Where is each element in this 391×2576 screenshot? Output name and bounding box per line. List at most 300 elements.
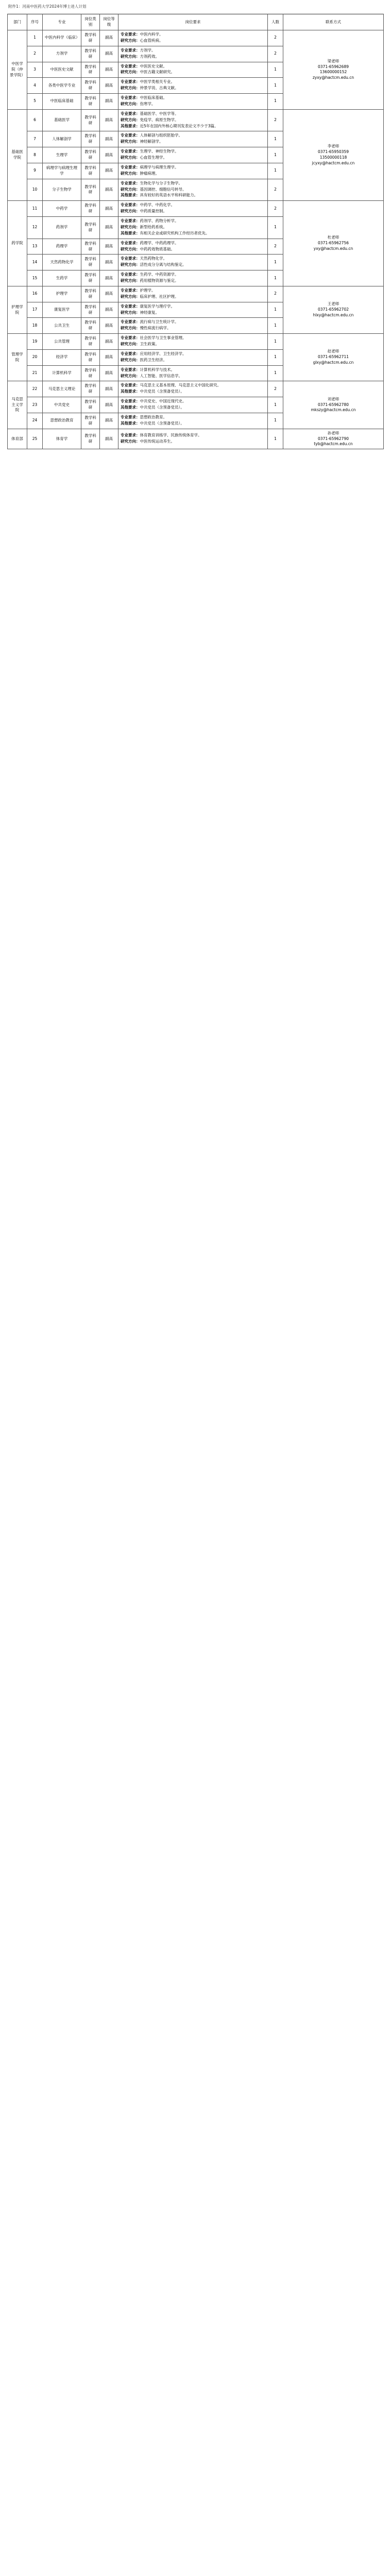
category-cell: 教学科研	[81, 397, 100, 413]
requirement-line	[121, 288, 265, 294]
requirements-cell	[118, 239, 268, 255]
requirement-text: 基因调控、细胞信号转导。	[140, 187, 186, 192]
requirement-label: 其他要求：	[121, 405, 140, 410]
requirement-line	[121, 304, 265, 310]
requirement-line	[121, 326, 265, 331]
requirement-label: 专业要求：	[121, 240, 140, 245]
department-cell: 马克思主义学院	[8, 381, 27, 429]
table-row	[8, 30, 384, 46]
requirement-line	[121, 193, 265, 198]
requirement-text: 免疫学、病原生物学。	[140, 117, 179, 122]
requirement-line	[121, 155, 265, 161]
level-cell: 副高	[100, 429, 118, 449]
major-cell: 中共党史	[43, 397, 81, 413]
requirement-text: 中药学、中药化学。	[140, 202, 175, 208]
requirement-text: 人体解剖与组织胚胎学。	[140, 133, 182, 138]
requirements-cell	[118, 286, 268, 302]
requirement-line	[121, 278, 265, 284]
headcount-cell: 2	[268, 239, 283, 255]
headcount-cell: 1	[268, 163, 283, 179]
requirement-text: 体育教育训练学、民族传统体育学。	[140, 433, 202, 438]
category-cell: 教学科研	[81, 270, 100, 286]
number-cell: 8	[27, 147, 43, 163]
headcount-cell: 1	[268, 349, 283, 365]
requirement-line	[121, 209, 265, 214]
requirement-text: 病理学与病理生理学。	[140, 164, 179, 170]
requirement-text: 中医传统运动养生。	[140, 438, 175, 444]
headcount-cell: 2	[268, 201, 283, 217]
headcount-cell: 1	[268, 413, 283, 429]
requirement-line	[121, 70, 265, 75]
column-header: 岗位要求	[118, 14, 268, 30]
headcount-cell: 2	[268, 46, 283, 62]
number-cell: 14	[27, 255, 43, 270]
number-cell: 17	[27, 302, 43, 318]
number-cell: 7	[27, 131, 43, 147]
level-cell: 副高	[100, 131, 118, 147]
requirement-line	[121, 95, 265, 101]
requirement-label: 研究方向：	[121, 209, 140, 214]
requirement-text: 应用经济学、卫生经济学。	[140, 351, 186, 356]
requirement-line	[121, 383, 265, 388]
requirement-line	[121, 171, 265, 177]
requirement-line	[121, 351, 265, 357]
requirement-line	[121, 256, 265, 262]
requirement-text: 中医内科学。	[140, 32, 163, 37]
headcount-cell: 1	[268, 147, 283, 163]
requirement-line	[121, 32, 265, 38]
requirement-label: 研究方向：	[121, 357, 140, 362]
requirement-line	[121, 64, 265, 70]
requirement-label: 研究方向：	[121, 278, 140, 283]
number-cell: 18	[27, 318, 43, 334]
requirement-line	[121, 181, 265, 187]
number-cell: 25	[27, 429, 43, 449]
requirement-label: 其他要求：	[121, 193, 140, 198]
requirement-label: 研究方向：	[121, 224, 140, 229]
requirements-cell	[118, 302, 268, 318]
requirement-line	[121, 86, 265, 91]
level-cell: 副高	[100, 179, 118, 201]
requirement-text: 中医临床基础。	[140, 95, 167, 100]
major-cell: 中医临床基础	[43, 94, 81, 110]
category-cell: 教学科研	[81, 349, 100, 365]
department-cell: 护理学院	[8, 286, 27, 333]
requirement-line	[121, 218, 265, 224]
number-cell: 12	[27, 217, 43, 239]
requirements-cell	[118, 46, 268, 62]
requirement-label: 研究方向：	[121, 187, 140, 192]
table-row	[8, 334, 384, 350]
requirement-line	[121, 111, 265, 117]
requirement-text: 中医学类相关专业。	[140, 79, 175, 84]
category-cell: 教学科研	[81, 302, 100, 318]
requirement-label: 研究方向：	[121, 155, 140, 160]
requirement-text: 神经康复。	[140, 310, 159, 315]
requirement-label: 研究方向：	[121, 342, 140, 346]
category-cell: 教学科研	[81, 381, 100, 397]
major-cell: 计算机科学	[43, 365, 81, 381]
level-cell: 副高	[100, 201, 118, 217]
level-cell: 副高	[100, 365, 118, 381]
requirement-text: 药用植物资源与鉴定。	[140, 278, 179, 283]
requirement-label: 研究方向：	[121, 373, 140, 378]
department-cell: 中医学院（仲景学院）	[8, 30, 27, 110]
requirement-line	[121, 421, 265, 427]
requirement-text: 生理学、神经生物学。	[140, 149, 179, 154]
requirement-label: 其他要求：	[121, 389, 140, 394]
table-row	[8, 109, 384, 131]
number-cell: 4	[27, 78, 43, 94]
requirement-text: 慢性病流行病学。	[140, 326, 171, 331]
category-cell: 教学科研	[81, 163, 100, 179]
number-cell: 19	[27, 334, 43, 350]
contact-cell: 赵老师 0371-65962711 glxy@hactcm.edu.cn	[283, 334, 384, 381]
level-cell: 副高	[100, 78, 118, 94]
level-cell: 副高	[100, 239, 118, 255]
level-cell: 副高	[100, 334, 118, 350]
requirements-cell	[118, 334, 268, 350]
requirement-label: 专业要求：	[121, 63, 140, 69]
requirement-text: 生药学、中药资源学。	[140, 272, 179, 277]
requirement-text: 中共党员（含预备党员）。	[140, 420, 184, 426]
requirement-label: 研究方向：	[121, 294, 140, 299]
requirement-label: 专业要求：	[121, 383, 140, 388]
category-cell: 教学科研	[81, 286, 100, 302]
requirement-label: 专业要求：	[121, 433, 140, 438]
column-header: 专业	[43, 14, 81, 30]
requirement-line	[121, 319, 265, 325]
number-cell: 24	[27, 413, 43, 429]
level-cell: 副高	[100, 255, 118, 270]
requirement-label: 专业要求：	[121, 319, 140, 325]
requirement-label: 其他要求：	[121, 420, 140, 426]
headcount-cell: 1	[268, 62, 283, 78]
document-header	[7, 0, 384, 14]
requirement-label: 专业要求：	[121, 272, 140, 277]
level-cell: 副高	[100, 147, 118, 163]
requirement-line	[121, 405, 265, 411]
requirement-text: 中药质量控制。	[140, 209, 167, 214]
major-cell: 思想政治教育	[43, 413, 81, 429]
major-cell: 生药学	[43, 270, 81, 286]
requirement-label: 专业要求：	[121, 367, 140, 372]
category-cell: 教学科研	[81, 46, 100, 62]
major-cell: 经济学	[43, 349, 81, 365]
department-cell: 管理学院	[8, 334, 27, 381]
requirement-label: 专业要求：	[121, 335, 140, 341]
contact-cell: 孙老师 0371-65962790 tyb@hactcm.edu.cn	[283, 429, 384, 449]
requirement-line	[121, 101, 265, 107]
major-cell: 分子生物学	[43, 179, 81, 201]
headcount-cell: 1	[268, 365, 283, 381]
headcount-cell: 2	[268, 179, 283, 201]
requirement-line	[121, 54, 265, 60]
requirement-label: 研究方向：	[121, 139, 140, 144]
department-cell: 药学院	[8, 201, 27, 286]
headcount-cell: 2	[268, 109, 283, 131]
category-cell: 教学科研	[81, 94, 100, 110]
requirement-line	[121, 342, 265, 347]
requirement-label: 专业要求：	[121, 95, 140, 100]
requirement-label: 研究方向：	[121, 38, 140, 43]
category-cell: 教学科研	[81, 62, 100, 78]
number-cell: 22	[27, 381, 43, 397]
number-cell: 3	[27, 62, 43, 78]
requirement-text: 有相关企业或研究机构工作经历者优先。	[140, 230, 210, 235]
major-cell: 天然药物化学	[43, 255, 81, 270]
requirement-label: 研究方向：	[121, 86, 140, 91]
category-cell: 教学科研	[81, 30, 100, 46]
requirement-label: 专业要求：	[121, 149, 140, 154]
headcount-cell: 1	[268, 270, 283, 286]
number-cell: 6	[27, 109, 43, 131]
level-cell: 副高	[100, 109, 118, 131]
requirement-label: 专业要求：	[121, 303, 140, 309]
requirement-text: 流行病与卫生统计学。	[140, 319, 179, 325]
level-cell: 副高	[100, 349, 118, 365]
level-cell: 副高	[100, 62, 118, 78]
requirement-label: 研究方向：	[121, 171, 140, 176]
requirement-label: 专业要求：	[121, 32, 140, 37]
requirements-cell	[118, 131, 268, 147]
number-cell: 2	[27, 46, 43, 62]
requirement-line	[121, 272, 265, 278]
number-cell: 15	[27, 270, 43, 286]
requirement-label: 专业要求：	[121, 133, 140, 138]
requirement-line	[121, 389, 265, 395]
requirement-line	[121, 294, 265, 300]
level-cell: 副高	[100, 94, 118, 110]
requirement-line	[121, 335, 265, 341]
requirement-text: 天然药物化学。	[140, 256, 167, 261]
requirements-cell	[118, 413, 268, 429]
requirement-line	[121, 262, 265, 268]
headcount-cell: 1	[268, 78, 283, 94]
contact-cell: 李老师 0371-65950359 13500000118 jcyxy@hactcm.edu.cn	[283, 109, 384, 201]
requirement-label: 专业要求：	[121, 218, 140, 223]
contact-cell: 王老师 0371-65962702 hlxy@hactcm.edu.cn	[283, 286, 384, 333]
requirement-text: 计算机科学与技术。	[140, 367, 175, 372]
table-row	[8, 201, 384, 217]
requirement-line	[121, 124, 265, 129]
level-cell: 副高	[100, 163, 118, 179]
requirement-line	[121, 38, 265, 44]
requirement-label: 专业要求：	[121, 79, 140, 84]
requirement-line	[121, 202, 265, 208]
requirements-cell	[118, 255, 268, 270]
level-cell: 副高	[100, 46, 118, 62]
requirement-label: 其他要求：	[121, 123, 140, 128]
number-cell: 1	[27, 30, 43, 46]
requirement-line	[121, 165, 265, 171]
major-cell: 中医内科学（临床）	[43, 30, 81, 46]
requirements-cell	[118, 62, 268, 78]
requirement-label: 专业要求：	[121, 414, 140, 419]
requirement-label: 研究方向：	[121, 117, 140, 122]
requirement-label: 研究方向：	[121, 54, 140, 59]
major-cell: 体育学	[43, 429, 81, 449]
requirement-line	[121, 415, 265, 420]
column-header: 部门	[8, 14, 27, 30]
requirement-text: 药理学、中药药理学。	[140, 240, 179, 245]
number-cell: 23	[27, 397, 43, 413]
requirement-text: 马克思主义基本原理、马克思主义中国化研究。	[140, 383, 221, 388]
requirements-cell	[118, 30, 268, 46]
requirement-text: 方剂学。	[140, 47, 156, 53]
headcount-cell: 1	[268, 334, 283, 350]
number-cell: 10	[27, 179, 43, 201]
requirement-label: 研究方向：	[121, 326, 140, 331]
requirement-line	[121, 139, 265, 145]
major-cell: 病理学与病理生理学	[43, 163, 81, 179]
number-cell: 5	[27, 94, 43, 110]
major-cell: 康复医学	[43, 302, 81, 318]
major-cell: 药理学	[43, 239, 81, 255]
requirement-line	[121, 247, 265, 252]
requirement-text: 社会医学与卫生事业管理。	[140, 335, 186, 341]
level-cell: 副高	[100, 217, 118, 239]
level-cell: 副高	[100, 302, 118, 318]
major-cell: 公共管理	[43, 334, 81, 350]
requirement-text: 生物化学与分子生物学。	[140, 180, 182, 185]
requirement-label: 专业要求：	[121, 164, 140, 170]
requirement-text: 方剂药效。	[140, 54, 159, 59]
requirement-line	[121, 133, 265, 139]
requirement-line	[121, 439, 265, 445]
table-row	[8, 381, 384, 397]
requirement-text: 医药卫生经济。	[140, 357, 167, 362]
requirement-label: 专业要求：	[121, 351, 140, 356]
requirement-line	[121, 187, 265, 193]
category-cell: 教学科研	[81, 147, 100, 163]
category-cell: 教学科研	[81, 78, 100, 94]
requirement-text: 心血管生理学。	[140, 155, 167, 160]
requirement-label: 研究方向：	[121, 101, 140, 106]
headcount-cell: 1	[268, 131, 283, 147]
requirement-label: 其他要求：	[121, 230, 140, 235]
major-cell: 药剂学	[43, 217, 81, 239]
category-cell: 教学科研	[81, 179, 100, 201]
requirement-text: 药剂学、药物分析学。	[140, 218, 179, 223]
requirement-line	[121, 231, 265, 236]
number-cell: 21	[27, 365, 43, 381]
category-cell: 教学科研	[81, 239, 100, 255]
requirement-label: 专业要求：	[121, 287, 140, 293]
requirement-label: 专业要求：	[121, 111, 140, 116]
requirements-cell	[118, 349, 268, 365]
major-cell: 基础医学	[43, 109, 81, 131]
requirement-text: 人工智能、医学信息学。	[140, 373, 182, 378]
requirement-label: 研究方向：	[121, 310, 140, 315]
headcount-cell: 1	[268, 255, 283, 270]
major-cell: 方剂学	[43, 46, 81, 62]
level-cell: 副高	[100, 397, 118, 413]
headcount-cell: 1	[268, 318, 283, 334]
level-cell: 副高	[100, 413, 118, 429]
requirement-label: 研究方向：	[121, 438, 140, 444]
requirement-text: 中共党史、中国近现代史。	[140, 399, 186, 404]
category-cell: 教学科研	[81, 413, 100, 429]
column-header: 岗位等级	[100, 14, 118, 30]
column-header: 岗位类别	[81, 14, 100, 30]
requirement-line	[121, 310, 265, 316]
requirements-cell	[118, 318, 268, 334]
number-cell: 16	[27, 286, 43, 302]
requirement-line	[121, 48, 265, 54]
requirement-text: 活性成分分离与结构鉴定。	[140, 262, 186, 267]
contact-cell: 刘老师 0371-65962780 mkszy@hactcm.edu.cn	[283, 381, 384, 429]
table-row	[8, 286, 384, 302]
requirement-text: 心血管疾病。	[140, 38, 163, 43]
category-cell: 教学科研	[81, 201, 100, 217]
category-cell: 教学科研	[81, 255, 100, 270]
requirement-text: 中共党员（含预备党员）。	[140, 389, 184, 394]
requirements-cell	[118, 270, 268, 286]
requirement-text: 中药药效物质基础。	[140, 246, 175, 251]
major-cell: 马克思主义理论	[43, 381, 81, 397]
requirement-text: 中医古籍文献研究。	[140, 70, 175, 75]
requirement-line	[121, 358, 265, 363]
requirement-label: 专业要求：	[121, 180, 140, 185]
requirement-label: 专业要求：	[121, 202, 140, 208]
level-cell: 副高	[100, 270, 118, 286]
requirement-text: 思想政治教育。	[140, 414, 167, 419]
requirement-label: 专业要求：	[121, 256, 140, 261]
requirements-cell	[118, 147, 268, 163]
department-cell: 基础医学院	[8, 109, 27, 201]
major-cell: 中医医史文献	[43, 62, 81, 78]
requirements-cell	[118, 397, 268, 413]
major-cell: 中药学	[43, 201, 81, 217]
requirement-text: 肿瘤病理。	[140, 171, 159, 176]
requirement-line	[121, 241, 265, 246]
requirement-line	[121, 79, 265, 85]
requirement-label: 研究方向：	[121, 246, 140, 251]
requirements-cell	[118, 381, 268, 397]
level-cell: 副高	[100, 30, 118, 46]
requirement-text: 仲景学说、古典文献。	[140, 86, 179, 91]
headcount-cell: 2	[268, 381, 283, 397]
category-cell: 教学科研	[81, 334, 100, 350]
major-cell: 人体解剖学	[43, 131, 81, 147]
category-cell: 教学科研	[81, 429, 100, 449]
requirement-text: 新型给药系统。	[140, 224, 167, 229]
level-cell: 副高	[100, 286, 118, 302]
requirement-line	[121, 225, 265, 230]
requirement-label: 专业要求：	[121, 47, 140, 53]
requirement-line	[121, 367, 265, 373]
number-cell: 20	[27, 349, 43, 365]
requirements-cell	[118, 109, 268, 131]
table-row	[8, 429, 384, 449]
requirement-text: 护理学。	[140, 287, 156, 293]
requirements-cell	[118, 365, 268, 381]
major-cell: 生理学	[43, 147, 81, 163]
requirement-line	[121, 117, 265, 123]
requirement-line	[121, 149, 265, 155]
requirement-text: 神经解剖学。	[140, 139, 163, 144]
column-header: 联系方式	[283, 14, 384, 30]
document-title: 附件1：河南中医药大学2024年博士进人计划	[8, 4, 87, 9]
contact-cell: 梁老师 0371-65962689 13600000152 zyxy@hactcm.edu.cn	[283, 30, 384, 110]
requirement-text: 中共党员（含预备党员）。	[140, 405, 184, 410]
level-cell: 副高	[100, 381, 118, 397]
requirement-text: 临床护理、社区护理。	[140, 294, 179, 299]
requirements-cell	[118, 217, 268, 239]
requirement-text: 卫生政策。	[140, 342, 159, 346]
headcount-cell: 1	[268, 429, 283, 449]
